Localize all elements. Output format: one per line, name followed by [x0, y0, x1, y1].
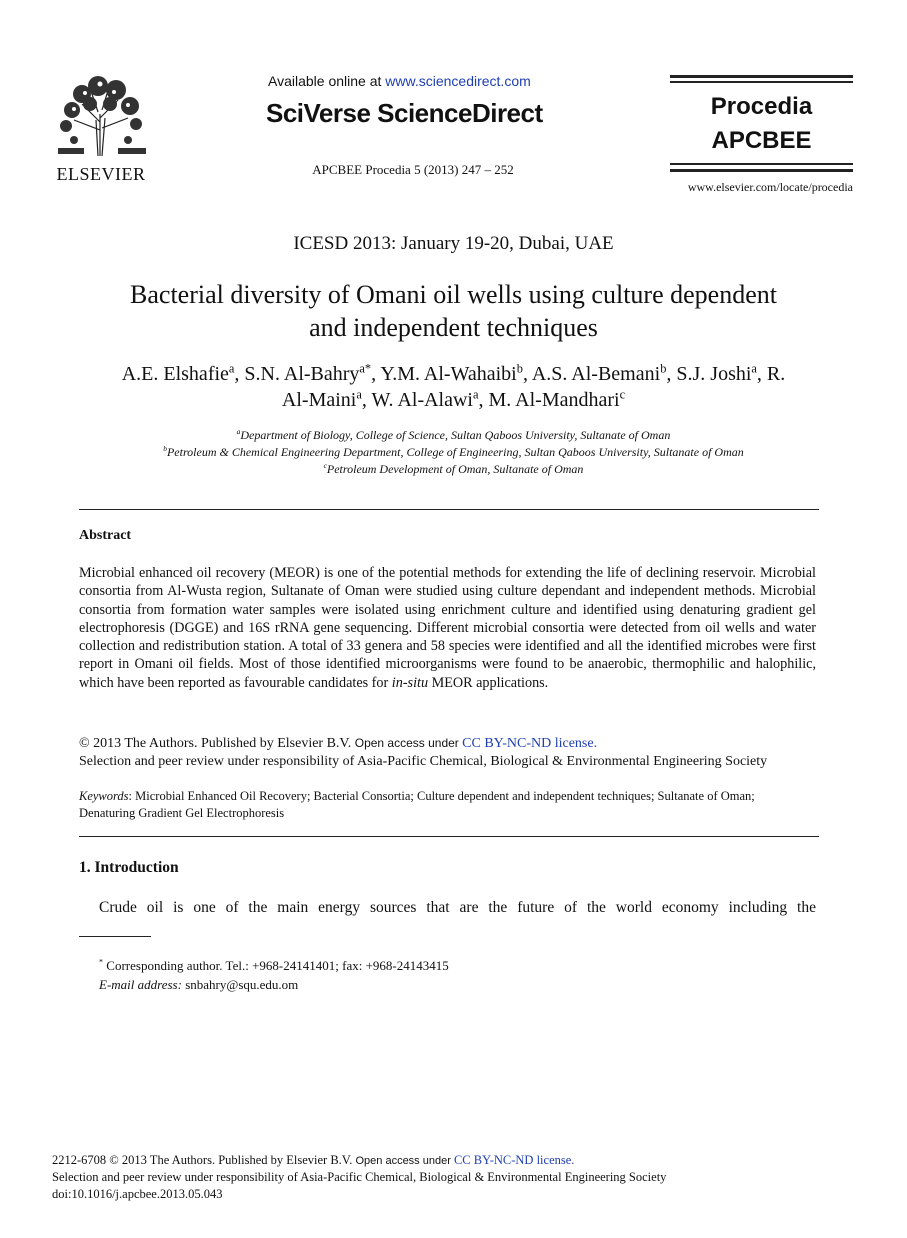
affiliations: [0, 427, 907, 478]
paper-title-line2: and independent techniques: [309, 313, 598, 342]
footer-line2: Selection and peer review under responsibility of Asia-Pacific Chemical, Biological & Environmental Engineering Society: [52, 1170, 667, 1184]
journal-reference: APCBEE Procedia 5 (2013) 247 – 252: [312, 162, 514, 177]
conference-line: ICESD 2013: January 19-20, Dubai, UAE: [293, 233, 614, 254]
brand-rule-top-2: [670, 81, 853, 83]
platform-name: SciVerse ScienceDirect: [266, 98, 543, 128]
abstract-body: [79, 564, 816, 692]
author-name: S.N. Al-Bahry: [244, 363, 360, 385]
license-link[interactable]: CC BY-NC-ND license.: [462, 736, 598, 751]
journal-brand-line1: Procedia: [710, 93, 813, 120]
keywords-block: [79, 788, 819, 822]
footer-doi[interactable]: doi:10.1016/j.apcbee.2013.05.043: [52, 1187, 223, 1201]
sciencedirect-link[interactable]: www.sciencedirect.com: [385, 73, 531, 89]
available-online-label: Available online at: [268, 73, 386, 89]
email-address[interactable]: snbahry@squ.edu.om: [181, 977, 299, 992]
author-separator: ,: [522, 363, 532, 385]
keywords-label: Keywords: [79, 789, 129, 803]
journal-url[interactable]: www.elsevier.com/locate/procedia: [687, 180, 853, 194]
email-label: E-mail address:: [99, 977, 182, 992]
elsevier-logo: [52, 74, 152, 184]
abstract-top-rule: [79, 509, 819, 510]
abstract-text-end: MEOR applications.: [428, 674, 549, 691]
introduction-heading: 1. Introduction: [79, 859, 179, 876]
author-affiliation-mark: a: [472, 387, 479, 402]
email-footnote: [99, 977, 298, 993]
peer-review-line: Selection and peer review under responsibility of Asia-Pacific Chemical, Biological & Environmental Engineering Society: [79, 754, 768, 769]
author-separator: ,: [666, 363, 677, 385]
footer-issn: 2212-6708 © 2013 The Authors. Published by Elsevier B.V.: [52, 1153, 356, 1167]
author-name: Y.M. Al-Wahaibi: [380, 363, 517, 385]
affiliation-mark: a: [236, 427, 241, 436]
elsevier-tree-icon: [52, 74, 152, 158]
abstract-heading: Abstract: [79, 528, 132, 543]
affiliation-text: Department of Biology, College of Science, Sultan Qaboos University, Sultanate of Oman: [240, 428, 671, 442]
keywords-line1: : Microbial Enhanced Oil Recovery; Bacterial Consortia; Culture dependent and independent techniques; Sultanate of Oman;: [128, 789, 755, 803]
copyright-text: © 2013 The Authors. Published by Elsevier B.V.: [79, 736, 355, 751]
footer-license-link[interactable]: CC BY-NC-ND license.: [453, 1153, 575, 1167]
affiliation-text: Petroleum & Chemical Engineering Department, College of Engineering, Sultan Qaboos University, Sultanate of Oman: [166, 445, 744, 459]
brand-rule-top-1: [670, 75, 853, 78]
author-affiliation-mark: a: [356, 387, 362, 402]
author-separator: ,: [478, 389, 489, 411]
affiliation-line: [0, 444, 907, 461]
author-affiliation-mark: c: [619, 387, 626, 402]
corresponding-text: Corresponding author. Tel.: +968-24141401; fax: +968-24143415: [103, 958, 449, 973]
copyright-line: [79, 736, 819, 752]
authors-line2: [0, 389, 907, 412]
author-affiliation-mark: a: [751, 361, 757, 376]
authors-line1: [0, 363, 907, 386]
paper-title-line1: Bacterial diversity of Omani oil wells using culture dependent: [130, 280, 777, 309]
corresponding-mark: *: [99, 957, 104, 967]
author-affiliation-mark: b: [516, 361, 523, 376]
corresponding-footnote: [99, 958, 449, 974]
affiliation-mark: c: [323, 461, 327, 470]
author-name: S.J. Joshi: [676, 363, 752, 385]
author-name: A.E. Elshafie: [121, 363, 229, 385]
affiliation-text: Petroleum Development of Oman, Sultanate of Oman: [326, 462, 584, 476]
open-access-label: Open access under: [354, 736, 463, 750]
affiliation-line: [0, 461, 907, 478]
affiliation-mark: b: [163, 444, 167, 453]
footer-open-access: Open access under: [355, 1155, 454, 1167]
brand-rule-bottom-1: [670, 163, 853, 165]
affiliation-line: [0, 427, 907, 444]
author-affiliation-mark: a: [228, 361, 235, 376]
journal-brand-line2: APCBEE: [711, 127, 812, 154]
author-name: W. Al-Alawi: [371, 389, 473, 411]
keywords-line2: Denaturing Gradient Gel Electrophoresis: [79, 806, 285, 820]
author-name: M. Al-Mandhari: [488, 389, 620, 411]
author-name: Al-Maini: [281, 389, 357, 411]
author-affiliation-mark: a*: [359, 361, 372, 376]
abstract-text: Microbial enhanced oil recovery (MEOR) is one of the potential methods for extending the life of declining reservoir. Microbial consortia from Al-Wusta region, Sultanate of Oman were studied using culture dependant and independent methods. Microbial consortia from formation water samples were isolated using enrichment culture and identified using denaturing gradient gel electrophoresis (DGGE) and 16S rRNA gene sequencing. Different microbial consortia were detected from oil wells and water collection and redistribution station. A total of 33 genera and 58 species were identified and all the identified microbes were first report in Omani oil fields. Most of those identified microorganisms were found to be anaerobic, thermophilic and halophilic, which have been reported as favourable candidates for: [79, 565, 816, 691]
author-affiliation-mark: b: [660, 361, 667, 376]
keywords-bottom-rule: [79, 836, 819, 837]
available-online-line: [268, 73, 568, 89]
author-name: A.S. Al-Bemani: [531, 363, 661, 385]
author-separator: ,: [371, 363, 381, 385]
footer-line1: [52, 1153, 574, 1168]
introduction-first-line: Crude oil is one of the main energy sources that are the future of the world economy including the: [99, 899, 816, 916]
author-separator: ,: [234, 363, 245, 385]
brand-rule-bottom-2: [670, 169, 853, 172]
footnote-rule: [79, 936, 151, 937]
author-separator: , R.: [756, 363, 786, 385]
author-separator: ,: [361, 389, 372, 411]
abstract-italic-term: in-situ: [391, 674, 429, 691]
publisher-name: ELSEVIER: [56, 164, 146, 184]
